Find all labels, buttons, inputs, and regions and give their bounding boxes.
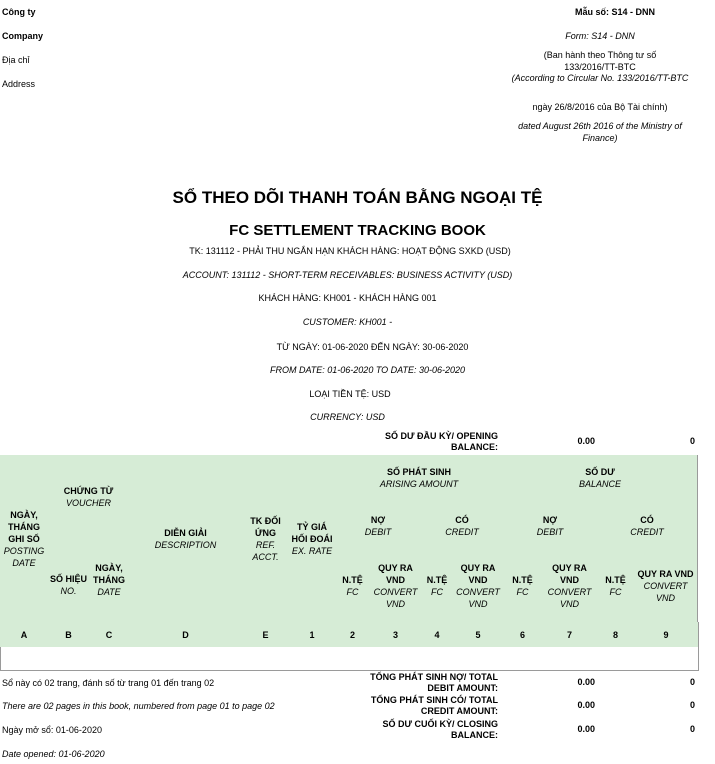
- col-balance-credit: CÓ CREDIT: [597, 501, 698, 551]
- circular-vn: (Ban hành theo Thông tư số 133/2016/TT-BTC: [543, 50, 657, 72]
- period-line-en: FROM DATE: 01-06-2020 TO DATE: 30-06-2020: [269, 365, 466, 375]
- circular-en: (According to Circular No. 133/2016/TT-BTC: [511, 73, 689, 83]
- column-code: 8: [597, 622, 635, 648]
- form-number-vn: Mẫu số: S14 - DNN: [574, 7, 655, 17]
- pages-note-en: There are 02 pages in this book, numbered from page 01 to page 02: [2, 701, 275, 711]
- col-balance-debit-vnd: QUY RA VND CONVERT VND: [542, 550, 598, 623]
- col-balance-debit: NỢ DEBIT: [503, 501, 598, 551]
- closing-balance-label: SỐ DƯ CUỐI KỲ/ CLOSING BALANCE:: [382, 719, 498, 740]
- col-description: DIỄN GIẢI DESCRIPTION: [129, 455, 243, 623]
- total-credit-label: TỔNG PHÁT SINH CÓ/ TOTAL CREDIT AMOUNT:: [370, 695, 498, 716]
- company-label-vn: Công ty: [2, 7, 36, 17]
- column-code: 6: [503, 622, 543, 648]
- total-debit-label: TỔNG PHÁT SINH NỢ/ TOTAL DEBIT AMOUNT:: [370, 672, 498, 693]
- column-code: 3: [370, 622, 422, 648]
- table-cell[interactable]: [129, 647, 243, 671]
- column-code: 7: [542, 622, 598, 648]
- decree-date-vn: ngày 26/8/2016 của Bộ Tài chính): [532, 102, 668, 112]
- col-voucher-no: SỐ HIỆU NO.: [48, 538, 90, 623]
- col-exchange-rate: TỶ GIÁ HỐI ĐOÁI EX. RATE: [289, 455, 336, 623]
- opening-balance-vnd: 0: [689, 436, 695, 446]
- currency-line-en: CURRENCY: USD: [310, 412, 385, 422]
- table-cell[interactable]: [597, 647, 635, 671]
- table-cell[interactable]: [0, 647, 49, 671]
- table-cell[interactable]: [48, 647, 90, 671]
- table-cell[interactable]: [242, 647, 290, 671]
- pages-note-vn: Sổ này có 02 trang, đánh số từ trang 01 đến trang 02: [2, 678, 215, 688]
- decree-date-en: dated August 26th 2016 of the Ministry of Finance): [518, 121, 682, 143]
- book-title-vn: SỔ THEO DÕI THANH TOÁN BẰNG NGOẠI TỆ: [172, 188, 543, 207]
- col-balance-credit-vnd: QUY RA VND CONVERT VND: [634, 550, 698, 623]
- address-label-vn: Địa chỉ: [2, 55, 30, 65]
- column-code: 5: [453, 622, 504, 648]
- column-code: A: [0, 622, 49, 648]
- column-code: D: [129, 622, 243, 648]
- table-cell[interactable]: [289, 647, 336, 671]
- closing-balance-vnd: 0: [689, 724, 695, 734]
- closing-balance-fc: 0.00: [577, 724, 595, 734]
- col-balance: SỐ DƯ BALANCE: [503, 455, 698, 502]
- column-code: 2: [335, 622, 371, 648]
- customer-line-vn: KHÁCH HÀNG: KH001 - KHÁCH HÀNG 001: [258, 293, 437, 303]
- opened-date-vn: Ngày mở sổ: 01-06-2020: [2, 725, 102, 735]
- total-debit-vnd: 0: [689, 677, 695, 687]
- column-code: 4: [421, 622, 454, 648]
- address-label-en: Address: [2, 79, 36, 89]
- col-ref-account: TK ĐỐI ỨNG REF. ACCT.: [242, 455, 290, 623]
- column-code: E: [242, 622, 290, 648]
- book-title-en: FC SETTLEMENT TRACKING BOOK: [229, 222, 486, 239]
- total-debit-fc: 0.00: [577, 677, 595, 687]
- col-arising-credit-vnd: QUY RA VND CONVERT VND: [453, 550, 504, 623]
- col-balance-credit-fc: N.TỆ FC: [597, 550, 635, 623]
- account-line-vn: TK: 131112 - PHẢI THU NGẮN HẠN KHÁCH HÀNG: HOẠT ĐỘNG SXKD (USD): [189, 246, 511, 256]
- col-voucher-date: NGÀY, THÁNG DATE: [89, 538, 130, 623]
- col-arising-debit-fc: N.TỆ FC: [335, 550, 371, 623]
- table-cell[interactable]: [421, 647, 454, 671]
- total-credit-vnd: 0: [689, 700, 695, 710]
- col-arising-amount: SỐ PHÁT SINH ARISING AMOUNT: [335, 455, 504, 502]
- form-number-en: Form: S14 - DNN: [565, 31, 635, 41]
- table-cell[interactable]: [542, 647, 598, 671]
- col-arising-credit-fc: N.TỆ FC: [421, 550, 454, 623]
- table-cell[interactable]: [370, 647, 422, 671]
- account-line-en: ACCOUNT: 131112 - SHORT-TERM RECEIVABLES: BUSINESS ACTIVITY (USD): [182, 270, 513, 280]
- col-arising-credit: CÓ CREDIT: [421, 501, 504, 551]
- column-code: C: [89, 622, 130, 648]
- col-voucher: CHỨNG TỪ VOUCHER: [48, 455, 130, 539]
- opening-balance-label: SỐ DƯ ĐẦU KỲ/ OPENING BALANCE:: [385, 431, 498, 452]
- opened-date-en: Date opened: 01-06-2020: [2, 749, 105, 759]
- customer-line-en: CUSTOMER: KH001 -: [302, 317, 393, 327]
- table-cell[interactable]: [89, 647, 130, 671]
- col-arising-debit-vnd: QUY RA VND CONVERT VND: [370, 550, 422, 623]
- period-line-vn: TỪ NGÀY: 01-06-2020 ĐẾN NGÀY: 30-06-2020: [276, 342, 469, 352]
- table-cell[interactable]: [503, 647, 543, 671]
- col-arising-debit: NỢ DEBIT: [335, 501, 422, 551]
- table-cell[interactable]: [335, 647, 371, 671]
- column-code: 1: [289, 622, 336, 648]
- table-cell[interactable]: [453, 647, 504, 671]
- col-posting-date: NGÀY, THÁNG GHI SỔ POSTING DATE: [0, 455, 49, 623]
- col-balance-debit-fc: N.TỆ FC: [503, 550, 543, 623]
- column-code: 9: [634, 622, 699, 648]
- currency-line-vn: LOẠI TIỀN TỆ: USD: [309, 389, 391, 399]
- column-code: B: [48, 622, 90, 648]
- table-cell[interactable]: [634, 647, 699, 671]
- opening-balance-fc: 0.00: [577, 436, 595, 446]
- total-credit-fc: 0.00: [577, 700, 595, 710]
- company-label-en: Company: [2, 31, 44, 41]
